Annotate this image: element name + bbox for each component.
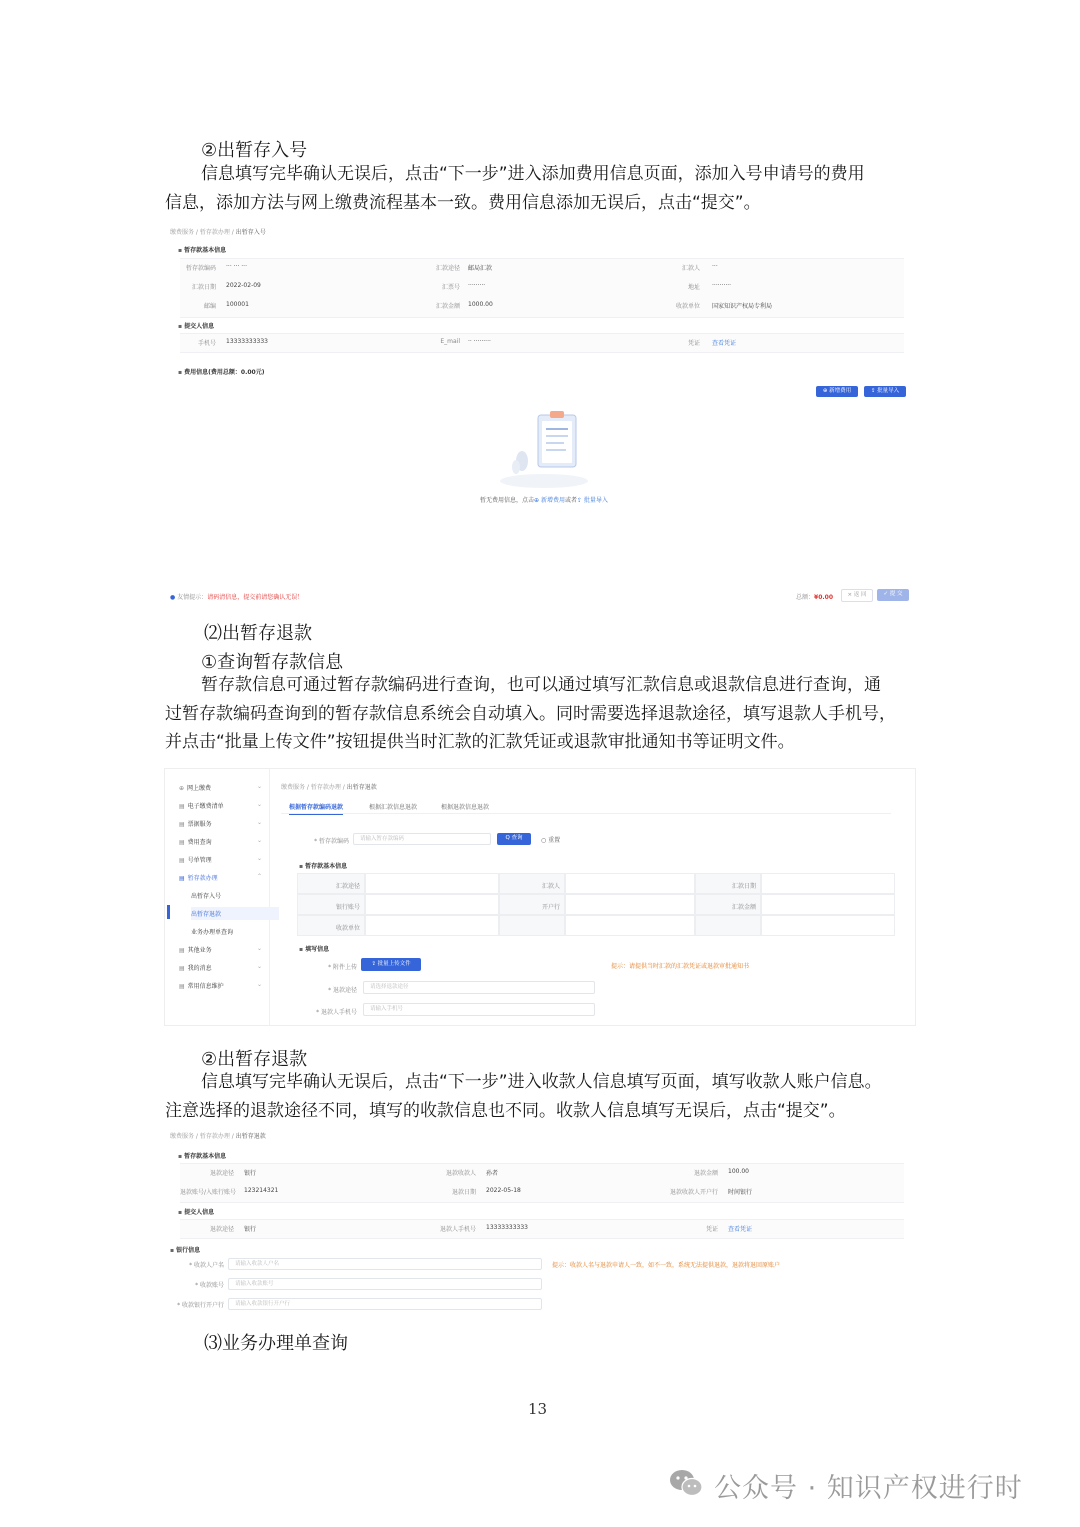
sidebar-item[interactable]: [191, 907, 279, 920]
screenshot-add-fee: [164, 220, 916, 606]
bank-field-input[interactable]: 请输入收款人户名: [228, 1258, 542, 1270]
submitter-table: [180, 1219, 904, 1239]
grid-label: 开户行: [499, 894, 565, 915]
page-number: 13: [528, 1400, 548, 1418]
chevron-down-icon: ⌄: [257, 981, 263, 988]
bank-field-input[interactable]: 请输入收款账号: [228, 1278, 542, 1290]
route-label: * 退款途径: [328, 987, 357, 994]
field-value: 时间银行: [728, 1189, 753, 1196]
grid-value: [761, 915, 895, 936]
sidebar-item[interactable]: [179, 855, 212, 864]
chevron-down-icon: ⌄: [257, 963, 263, 970]
field-value: 13333333333: [486, 1224, 528, 1231]
grid-label: [695, 915, 761, 936]
breadcrumb: 缴费服务 / 暂存款办理 / 出暂存退款: [281, 784, 377, 791]
active-menu-indicator: [167, 905, 170, 919]
empty-add-fee-link[interactable]: ⊕ 新增费用: [534, 497, 565, 504]
menu-icon: ▤: [179, 875, 185, 882]
sidebar-item[interactable]: [191, 927, 233, 936]
sidebar-item[interactable]: [179, 873, 218, 882]
chevron-down-icon: ⌄: [257, 945, 263, 952]
sidebar-item[interactable]: [191, 891, 221, 900]
grid-value: [565, 915, 695, 936]
section-title-fee: ▪ 费用信息(费用总额：0.00元): [178, 367, 264, 376]
section-title-submitter: ▪ 提交人信息: [178, 1207, 214, 1216]
friendly-hint: ● 友情提示：请码清信息，提交前请您确认无误！: [170, 594, 304, 601]
section-heading-order-query: ⑶业务办理单查询: [204, 1333, 348, 1354]
sidebar-item[interactable]: [179, 945, 212, 954]
bank-field-label: * 收款银行开户行: [177, 1302, 224, 1309]
sidebar-item-label: 业务办理单查询: [191, 929, 234, 936]
section-title-basic: ▪ 暂存款基本信息: [178, 245, 226, 254]
code-input[interactable]: 请输入暂存款编码: [353, 833, 491, 845]
grid-label: 汇款金额: [695, 894, 761, 915]
view-voucher-link[interactable]: 查看凭证: [728, 1226, 753, 1233]
menu-icon: ▤: [179, 803, 185, 810]
route-select[interactable]: 请选择退款途径: [363, 981, 595, 994]
phone-label: * 退款人手机号: [316, 1009, 357, 1016]
chevron-down-icon: ⌄: [257, 855, 263, 862]
field-label: 汇票号: [441, 284, 460, 291]
grid-label: 汇款途径: [297, 873, 365, 894]
total-amount: 总额：¥0.00: [796, 594, 833, 601]
sidebar-item-label: 费用查询: [187, 839, 212, 846]
batch-import-button[interactable]: ⇪ 批量导入: [864, 386, 906, 397]
grid-value: [565, 873, 695, 894]
grid-value: [761, 873, 895, 894]
empty-import-link[interactable]: ⇪ 批量导入: [576, 497, 608, 504]
field-label: 退款账号/入账行账号: [180, 1189, 237, 1196]
menu-icon: ▤: [179, 821, 185, 828]
sidebar-item-label: 电子缴费清单: [187, 803, 224, 810]
field-value: 孙者: [486, 1170, 499, 1177]
grid-label: 银行账号: [297, 894, 365, 915]
screenshot-payee-info: [164, 1127, 916, 1315]
menu-icon: ▤: [179, 947, 185, 954]
field-value: 13333333333: [226, 338, 268, 345]
paragraph-refund-submit: 信息填写完毕确认无误后，点击“下一步”进入收款人信息填写页面，填写收款人账户信息。 注意选择的退款途径不同，填写的收款信息也不同。收款人信息填写无误后，点击“提交”。: [165, 1072, 882, 1121]
grid-value: [565, 894, 695, 915]
grid-label: 汇款日期: [695, 873, 761, 894]
query-button[interactable]: Q 查询: [497, 833, 531, 845]
submit-button[interactable]: ✓ 提 交: [877, 589, 909, 601]
field-label: 凭证: [687, 340, 700, 347]
bank-hint: 提示：收款人名与退款申请人一致，如不一致，系统无法提供退款，退款将退回原账户: [552, 1262, 781, 1269]
field-value: 银行: [244, 1170, 257, 1177]
sidebar-item[interactable]: [179, 963, 212, 972]
section-title-basic: ▪ 暂存款基本信息: [299, 861, 347, 870]
field-label: 邮编: [203, 303, 216, 310]
menu-icon: ▤: [179, 983, 185, 990]
subsection-heading-query: ①查询暂存款信息: [201, 652, 344, 673]
sidebar-item-label: 我的消息: [187, 965, 212, 972]
reset-button[interactable]: ○ 重置: [541, 837, 561, 844]
field-label: 汇款人: [681, 265, 700, 272]
chevron-down-icon: ⌃: [257, 873, 263, 880]
sidebar-item-label: 票据服务: [187, 821, 212, 828]
field-label: 退款收款人: [445, 1170, 476, 1177]
menu-icon: ▤: [179, 857, 185, 864]
grid-label: [499, 915, 565, 936]
section-heading-refund: ⑵出暂存退款: [204, 623, 312, 644]
field-label: 凭证: [705, 1226, 718, 1233]
basic-info-table: [180, 1163, 904, 1203]
basic-info-table: [180, 258, 904, 318]
sidebar-item-label: 号单管理: [187, 857, 212, 864]
sidebar-item[interactable]: [179, 783, 211, 792]
field-label: 退款人手机号: [439, 1226, 476, 1233]
grid-value: [365, 894, 499, 915]
chevron-down-icon: ⌄: [257, 801, 263, 808]
menu-icon: ▤: [179, 839, 185, 846]
menu-icon: ⊕: [179, 785, 185, 792]
empty-clipboard-illustration: [494, 405, 594, 490]
tab-by-code[interactable]: 根据暂存款编码退款: [289, 802, 343, 815]
sidebar-item-label: 暂存款办理: [187, 875, 218, 882]
field-value: 国家知识产权局专利局: [712, 303, 773, 310]
grid-value: [365, 873, 499, 894]
submitter-table: [180, 333, 904, 353]
grid-value: [365, 915, 499, 936]
field-value: ···: [712, 263, 718, 270]
field-value: ·· ·········: [468, 338, 491, 345]
section-title-fill: ▪ 填写信息: [299, 944, 329, 953]
field-label: 退款途径: [209, 1170, 234, 1177]
screenshot-query-refund: [164, 768, 916, 1026]
wechat-icon: [668, 1467, 704, 1499]
field-value: 2022-02-09: [226, 282, 261, 289]
field-label: 汇款途径: [435, 265, 460, 272]
tab-by-refund[interactable]: 根据退款信息退款: [441, 804, 490, 811]
section-heading-entry: ②出暂存入号: [201, 140, 308, 161]
field-value: ·········: [468, 282, 486, 289]
sidebar-item-label: 常用信息维护: [187, 983, 224, 990]
field-label: 汇款日期: [191, 284, 216, 291]
field-label: E_mail: [440, 338, 460, 345]
phone-input[interactable]: 请输入手机号: [363, 1003, 595, 1016]
chevron-down-icon: ⌄: [257, 837, 263, 844]
bank-field-label: * 收款账号: [195, 1282, 224, 1289]
watermark-text: 公众号 · 知识产权进行时: [714, 1473, 1023, 1504]
chevron-down-icon: ⌄: [257, 819, 263, 826]
empty-state-text: 暂无费用信息，点击⊕ 新增费用或者⇪ 批量导入: [480, 497, 608, 504]
code-label: * 暂存款编码: [314, 838, 349, 845]
field-value: 100001: [226, 301, 249, 308]
grid-label: 收款单位: [297, 915, 365, 936]
attach-label: * 附件上传: [328, 964, 357, 971]
field-value: ··········: [712, 282, 732, 289]
field-label: 退款日期: [451, 1189, 476, 1196]
sidebar-item[interactable]: [179, 819, 212, 828]
field-label: 地址: [687, 284, 700, 291]
batch-upload-button[interactable]: ⇪ 批量上传文件: [361, 958, 421, 971]
field-label: 暂存款编码: [185, 265, 216, 272]
section-title-basic: ▪ 暂存款基本信息: [178, 1151, 226, 1160]
section-title-submitter: ▪ 提交人信息: [178, 321, 214, 330]
paragraph-query: 暂存款信息可通过暂存款编码进行查询，也可以通过填写汇款信息或退款信息进行查询，通 过暂存款编码查询到的暂存款信息系统会自动填入。同时需要选择退款途径，填写退款人手机号， 并点击“批量上传文件”按钮提供当时汇款的汇款凭证或退款审批通知书等证明文件。: [165, 675, 896, 752]
field-label: 退款收款人开户行: [669, 1189, 718, 1196]
sidebar-item[interactable]: [179, 837, 212, 846]
field-value: 2022-05-18: [486, 1187, 521, 1194]
add-fee-button[interactable]: ⊕ 新增费用: [816, 386, 858, 397]
field-value: ··· ··· ···: [226, 263, 247, 270]
back-button[interactable]: × 返 回: [841, 589, 873, 602]
field-value: 银行: [244, 1226, 257, 1233]
grid-value: [761, 894, 895, 915]
section-title-bank: ▪ 银行信息: [170, 1245, 200, 1254]
breadcrumb: 缴费服务 / 暂存款办理 / 出暂存入号: [170, 229, 266, 236]
sidebar-item[interactable]: [179, 981, 224, 990]
paragraph-entry: 信息填写完毕确认无误后，点击“下一步”进入添加费用信息页面，添加入号申请号的费用 信息，添加方法与网上缴费流程基本一致。费用信息添加无误后，点击“提交”。: [165, 164, 865, 213]
upload-hint: 提示：请提供当时汇款的汇款凭证或退款审批通知书: [611, 963, 750, 970]
sidebar-item[interactable]: [179, 801, 224, 810]
view-voucher-link[interactable]: 查看凭证: [712, 340, 737, 347]
field-value: 100.00: [728, 1168, 749, 1175]
section-heading-refund-submit: ②出暂存退款: [201, 1049, 308, 1070]
breadcrumb: 缴费服务 / 暂存款办理 / 出暂存退款: [170, 1133, 266, 1140]
field-label: 退款途径: [209, 1226, 234, 1233]
sidebar-item-label: 网上缴费: [187, 785, 212, 792]
sidebar-item-label: 出暂存退款: [191, 911, 222, 918]
tab-by-remittance[interactable]: 根据汇款信息退款: [369, 804, 418, 811]
chevron-down-icon: ⌄: [257, 783, 263, 790]
grid-label: 汇款人: [499, 873, 565, 894]
field-label: 退款金额: [693, 1170, 718, 1177]
field-value: 1000.00: [468, 301, 493, 308]
bank-field-label: * 收款人户名: [189, 1262, 224, 1269]
field-label: 手机号: [197, 340, 216, 347]
field-label: 收款单位: [675, 303, 700, 310]
field-label: 汇款金额: [435, 303, 460, 310]
field-value: 邮局汇款: [468, 265, 493, 272]
sidebar-item-label: 出暂存入号: [191, 893, 222, 900]
bank-field-input[interactable]: 请输入收款银行开户行: [228, 1298, 542, 1310]
menu-icon: ▤: [179, 965, 185, 972]
sidebar-item-label: 其他业务: [187, 947, 212, 954]
field-value: 123214321: [244, 1187, 279, 1194]
